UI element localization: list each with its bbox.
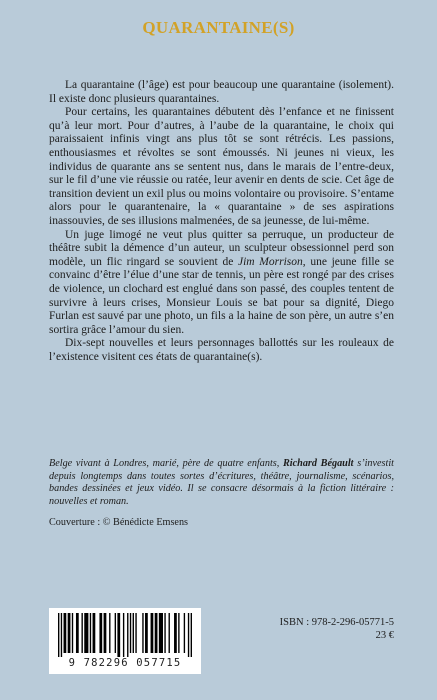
blurb-paragraph-1: La quarantaine (l’âge) est pour beaucoup une quarantaine (isolement). Il existe donc plusieurs quarantaines. [49, 79, 394, 105]
book-title: QUARANTAINE(S) [142, 18, 295, 37]
barcode-bar [133, 613, 134, 653]
barcode-bar [174, 613, 177, 653]
barcode-bar [130, 613, 131, 653]
barcode-bar [81, 613, 82, 653]
barcode-bars [58, 613, 192, 657]
barcode [49, 608, 201, 674]
barcode-bar [115, 613, 116, 653]
barcode-bar [135, 613, 136, 653]
bio-text-end: s’investit depuis longtemps dans toutes sortes d’écritures, théâtre, journalisme, scénarios, bandes dessinées et jeux vidéo. Il se consacre désormais à la fiction littéraire : nouvelles et roman. [49, 458, 395, 507]
barcode-bar [142, 613, 143, 653]
barcode-bar [104, 613, 107, 653]
author-bio [49, 458, 394, 508]
barcode-bar [151, 613, 154, 653]
blurb-paragraph-4: Dix-sept nouvelles et leurs personnages ballottés sur les rouleaux de l’existence visitent ces états de quarantaine(s). [49, 337, 394, 363]
barcode-bar [184, 613, 185, 653]
author-name: Richard Bégault [283, 458, 354, 469]
paragraph-3-text-end: , une jeune fille se convainc d’être l’élue d’une star de tennis, un père est rongé par des crises de violence, un clochard est englué dans son passé, des couples tentent de survivre à leurs crises, Monsieur Louis se bat pour sa dignité, Diego Furlan est sauvé par une photo, un fils a la haine de son père, un autre s’en sortira grâce l’amour du sien. [49, 255, 394, 336]
barcode-bar [64, 613, 67, 653]
paragraph-3-italic-name: Jim Morrison [238, 255, 303, 268]
barcode-bar [191, 613, 192, 657]
barcode-bar [145, 613, 148, 653]
paragraph-3-text-start: Un juge limogé ne veut plus quitter sa perruque, un producteur de théâtre subit la démence d’un auteur, un sculpteur obsessionnel perd son modèle, un flic ringard se souvient de [49, 228, 394, 268]
barcode-bar [169, 613, 170, 653]
barcode-bar [90, 613, 91, 653]
barcode-bar [123, 613, 124, 657]
barcode-bar [72, 613, 73, 653]
barcode-bar [99, 613, 102, 653]
barcode-bar [109, 613, 110, 653]
barcode-bar [93, 613, 96, 653]
barcode-digits: 9 782296 057715 [68, 657, 182, 669]
barcode-bar [164, 613, 165, 653]
price: 23 € [375, 630, 394, 641]
barcode-bar [159, 613, 163, 653]
cover-credit: Couverture : © Bénédicte Emsens [49, 517, 189, 528]
barcode-bar [188, 613, 189, 657]
blurb-text [49, 79, 394, 364]
blurb-paragraph-2: Pour certains, les quarantaines débutent dès l’enfance et ne finissent qu’à leur mort. Pour d’autres, à l’aube de la quarantaine, le choix qui paraissaient infinis vingt ans plus tôt se sont rétrécis. Les passions, enthousiasmes et révoltes se sont émoussés. Ni jeunes ni vieux, les individus de quarante ans se sentent nus, dans le marais de l’entre-deux, sur le fil d’une vie réussie ou ratée, leur avenir en dents de scie. Cet âge de transition devient un exil plus ou moins volontaire ou provisoire. S’entame alors pour le quarantenaire, la « quarantaine » de ses aspirations inassouvies, de ses illusions malmenées, de sa jeunesse, de lui-même. [49, 106, 394, 227]
bio-text-start: Belge vivant à Londres, marié, père de quatre enfants, [49, 458, 283, 469]
barcode-bar [178, 613, 179, 653]
barcode-bar [68, 613, 71, 653]
barcode-bar [61, 613, 62, 657]
isbn-number: ISBN : 978-2-296-05771-5 [279, 617, 394, 628]
barcode-bar [76, 613, 79, 653]
barcode-bar [117, 613, 120, 657]
barcode-bar [155, 613, 158, 653]
blurb-paragraph-3 [49, 229, 394, 338]
barcode-bar [58, 613, 59, 657]
author-bio-paragraph [49, 458, 394, 508]
isbn-block [214, 616, 394, 642]
barcode-bar [127, 613, 128, 657]
barcode-bar [84, 613, 88, 653]
